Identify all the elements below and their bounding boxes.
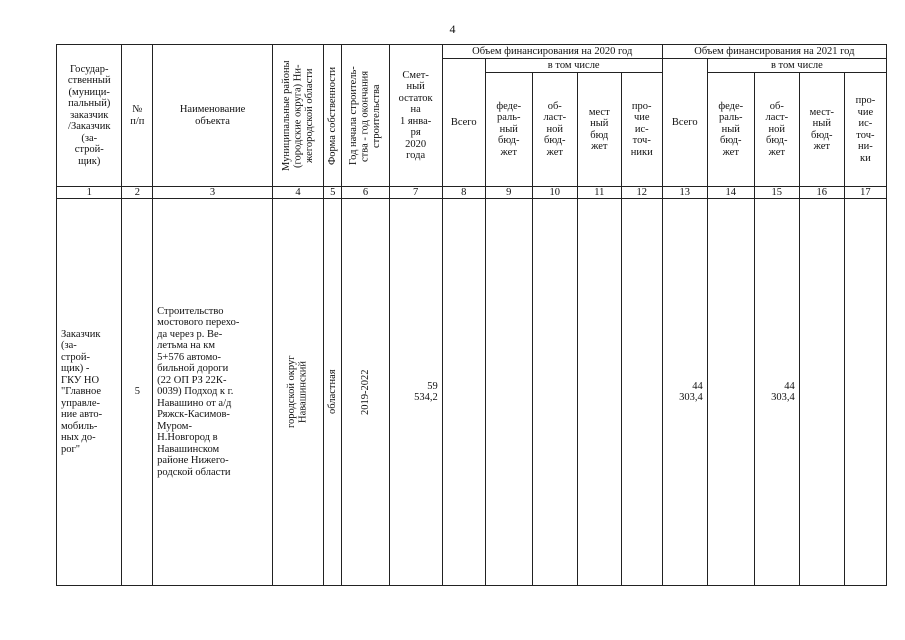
row-num: 5	[122, 199, 153, 586]
column-number: 14	[707, 187, 754, 199]
column-number: 9	[485, 187, 532, 199]
row-local-2020	[577, 199, 621, 586]
row-federal-2020	[485, 199, 532, 586]
header-including-2021: в том числе	[707, 59, 886, 73]
column-number: 12	[621, 187, 662, 199]
table-row	[57, 199, 887, 586]
header-regional-2021: об- ласт- ной бюд- жет	[754, 73, 799, 187]
row-other-2020	[621, 199, 662, 586]
header-regional-2020: об- ласт- ной бюд- жет	[532, 73, 577, 187]
column-number: 10	[532, 187, 577, 199]
column-number: 4	[272, 187, 323, 199]
column-number: 6	[342, 187, 389, 199]
column-number: 7	[389, 187, 442, 199]
row-ownership: областная	[327, 369, 339, 415]
row-customer: Заказчик (за- строй- щик) - ГКУ НО "Главное управле- ние авто- мобиль- ных до- рог"	[57, 199, 122, 586]
header-other-2020: про- чие ис- точ- ники	[621, 73, 662, 187]
header-other-2021: про- чие ис- точ- ни- ки	[844, 73, 886, 187]
row-ownership-cell	[324, 199, 342, 586]
header-years-cell	[342, 45, 389, 187]
header-num: № п/п	[122, 45, 153, 187]
row-federal-2021	[707, 199, 754, 586]
row-local-2021	[799, 199, 844, 586]
page-number: 4	[449, 22, 456, 36]
header-ownership-cell	[324, 45, 342, 187]
header-object-name: Наименование объекта	[153, 45, 273, 187]
header-fin-2021: Объем финансирования на 2021 год	[662, 45, 886, 59]
row-other-2021	[844, 199, 886, 586]
header-total-2021: Всего	[662, 59, 707, 187]
row-object-name: Строительство мостового перехо- да через р. Ве- летьма на км 5+576 автомо- бильной дороги (22 ОП РЗ 22К- 0039) Подход к г. Навашино от а/д Ряжск-Касимов- Муром- Н.Новгород в Навашинском районе Нижего- родской области	[153, 199, 273, 586]
column-number: 13	[662, 187, 707, 199]
row-total-2021: 44 303,4	[662, 199, 707, 586]
header-total-2020: Всего	[442, 59, 485, 187]
column-number: 1	[57, 187, 122, 199]
row-years: 2019-2022	[359, 369, 371, 415]
header-estimate: Смет- ный остаток на 1 янва- ря 2020 года	[389, 45, 442, 187]
header-including-2020: в том числе	[485, 59, 662, 73]
row-years-cell	[342, 199, 389, 586]
column-number: 8	[442, 187, 485, 199]
column-number: 3	[153, 187, 273, 199]
header-local-2020: мест ный бюд жет	[577, 73, 621, 187]
header-ownership: Форма собственности	[327, 66, 339, 165]
column-number: 15	[754, 187, 799, 199]
header-federal-2020: феде- раль- ный бюд- жет	[485, 73, 532, 187]
column-number: 17	[844, 187, 886, 199]
financing-table	[56, 44, 887, 586]
header-years: Год начала строитель- ства - год окончания строительства	[348, 66, 383, 165]
row-district: городской округ Навашинский	[286, 355, 309, 429]
column-number: 16	[799, 187, 844, 199]
header-customer: Государ- ственный (муници- пальный) заказчик /Заказчик (за- строй- щик)	[57, 45, 122, 187]
header-federal-2021: феде- раль- ный бюд- жет	[707, 73, 754, 187]
row-estimate: 59 534,2	[389, 199, 442, 586]
column-numbers-row	[57, 187, 887, 199]
row-regional-2020	[532, 199, 577, 586]
row-regional-2021: 44 303,4	[754, 199, 799, 586]
row-district-cell	[272, 199, 323, 586]
column-number: 11	[577, 187, 621, 199]
header-local-2021: мест- ный бюд- жет	[799, 73, 844, 187]
column-number: 5	[324, 187, 342, 199]
header-districts: Муниципальные районы (городские округа) Ни- жегородской области	[280, 60, 315, 171]
header-fin-2020: Объем финансирования на 2020 год	[442, 45, 662, 59]
column-number: 2	[122, 187, 153, 199]
header-districts-cell	[272, 45, 323, 187]
row-total-2020	[442, 199, 485, 586]
